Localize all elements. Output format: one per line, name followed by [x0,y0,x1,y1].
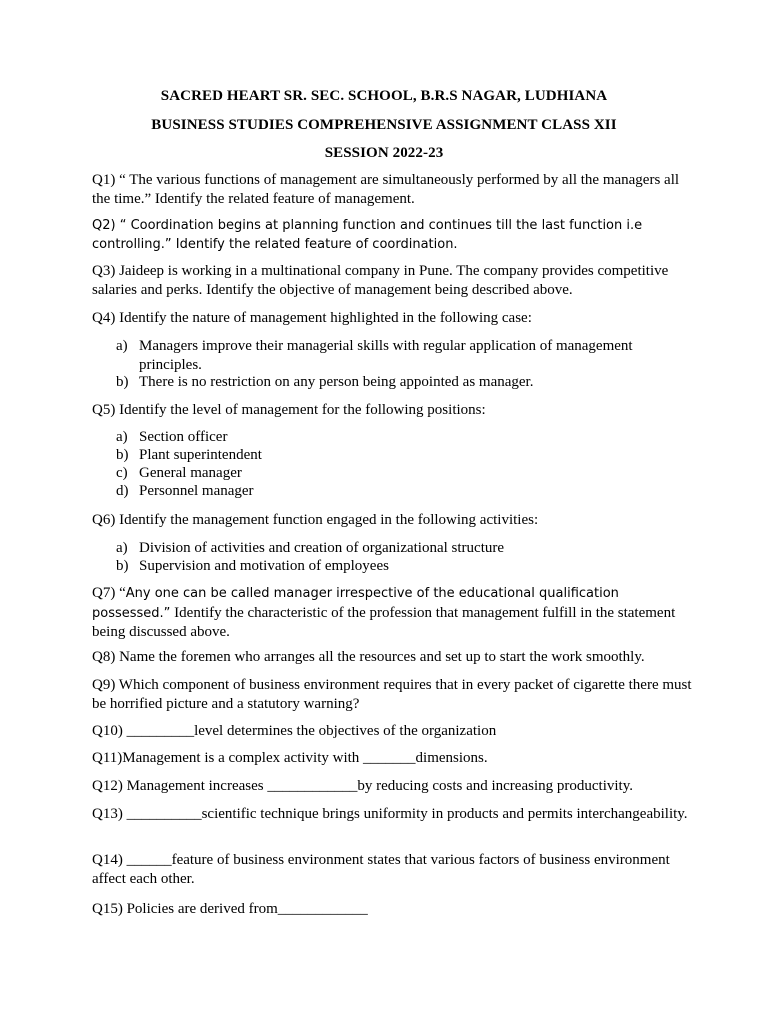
question-10: Q10) _________level determines the objectives of the organization [92,723,497,739]
list-item [116,557,676,576]
list-item [116,482,676,501]
question-2: Q2) “ Coordination begins at planning function and continues till the last function i.e controlling.” Identify the related feature of coordination. [92,218,643,252]
list-item-text: Section officer [139,429,228,445]
list-item-label: a) [116,540,128,556]
question-6: Q6) Identify the management function engaged in the following activities: [92,512,539,528]
list-item-text: Supervision and motivation of employees [139,558,389,574]
list-item [116,337,676,374]
list-item-label: a) [116,429,128,445]
assignment-title: BUSINESS STUDIES COMPREHENSIVE ASSIGNMENT CLASS XII [151,117,617,133]
session-title: SESSION 2022-23 [324,145,444,161]
question-14: Q14) ______feature of business environment states that various factors of business environment affect each other. [92,852,670,887]
question-7 [92,584,692,642]
list-item [116,464,676,483]
list-item-label: b) [116,447,129,463]
question-15: Q15) Policies are derived from____________ [92,901,368,917]
question-9: Q9) Which component of business environment requires that in every packet of cigarette there must be horrified picture and a statutory warning? [92,677,692,712]
list-item-text: Managers improve their managerial skills with regular application of management principles. [139,338,633,373]
list-item [116,446,676,465]
question-13: Q13) __________scientific technique brings uniformity in products and permits interchangeability. [92,806,688,822]
question-4: Q4) Identify the nature of management highlighted in the following case: [92,310,532,326]
list-item-label: b) [116,558,129,574]
list-item-label: a) [116,338,128,354]
list-item [116,428,676,447]
list-item-text: General manager [139,465,242,481]
question-5: Q5) Identify the level of management for the following positions: [92,402,486,418]
list-item-text: Personnel manager [139,483,254,499]
question-7-quote: Any one can be called manager irrespective of the educational qualification possessed.” [92,586,619,621]
question-7-prefix: Q7) “ [92,585,126,601]
question-1-text: Q1) “ The various functions of management are simultaneously performed by all the managers all the time.” Identify the related feature of management. [92,172,680,207]
question-12: Q12) Management increases ____________by reducing costs and increasing productivity. [92,778,633,794]
list-item [116,373,676,392]
school-name: SACRED HEART SR. SEC. SCHOOL, B.R.S NAGAR, LUDHIANA [160,88,608,104]
list-item-label: b) [116,374,129,390]
list-item-label: d) [116,483,129,499]
list-item-label: c) [116,465,128,481]
list-item-text: There is no restriction on any person being appointed as manager. [139,374,534,390]
question-1 [92,171,692,208]
list-item-text: Division of activities and creation of organizational structure [139,540,505,556]
question-8: Q8) Name the foremen who arranges all the resources and set up to start the work smoothly. [92,649,645,665]
question-11: Q11)Management is a complex activity with _______dimensions. [92,750,488,766]
question-7-rest: Identify the characteristic of the profession that management fulfill in the statement being discussed above. [92,604,676,640]
list-item [116,539,676,558]
question-3: Q3) Jaideep is working in a multinational company in Pune. The company provides competitive salaries and perks. Identify the objective of management being described above. [92,263,669,298]
list-item-text: Plant superintendent [139,447,262,463]
